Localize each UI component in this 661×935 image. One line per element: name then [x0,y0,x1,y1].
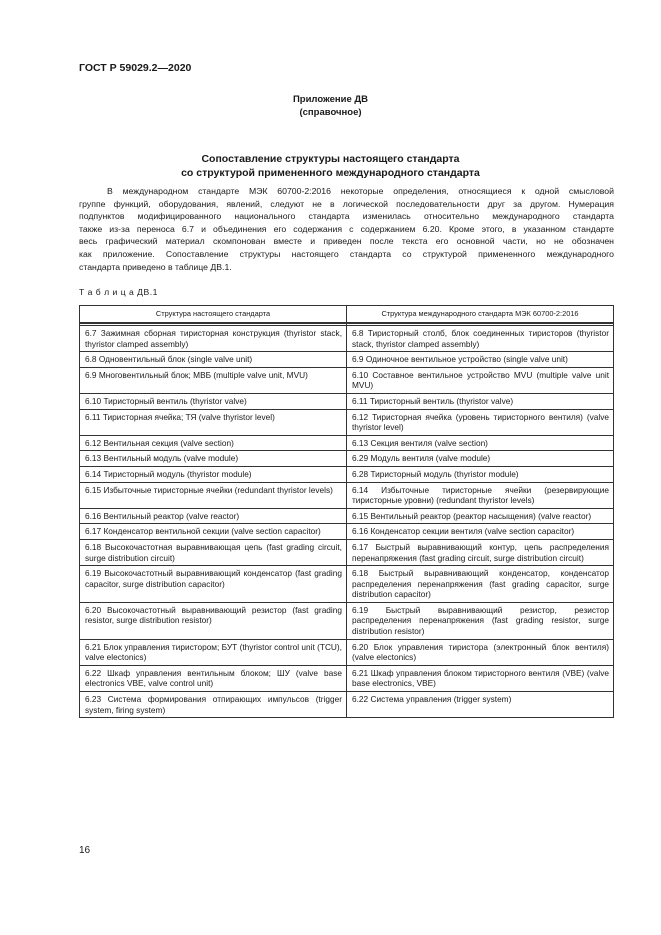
cell-international-clause: 6.21 Шкаф управления блоком тиристорного вентиля (VBE) (valve base electronics, VBE) [347,665,614,691]
cell-national-clause: 6.23 Система формирования отпирающих импульсов (trigger system, firing system) [80,692,347,718]
appendix-subtitle: (справочное) [299,107,362,118]
table-row [80,409,614,435]
cell-national-clause: 6.21 Блок управления тиристором; БУТ (thyristor control unit (TCU), valve electonics) [80,639,347,665]
document-header-id: ГОСТ Р 59029.2—2020 [79,62,192,74]
table-row [80,665,614,691]
cell-national-clause: 6.18 Высокочастотная выравнивающая цепь (fast grading circuit, surge distribution circuit) [80,539,347,565]
cell-national-clause: 6.19 Высокочастотный выравнивающий конденсатор (fast grading capacitor, surge distribution capacitor) [80,566,347,603]
table-row [80,539,614,565]
cell-international-clause: 6.18 Быстрый выравнивающий конденсатор, конденсатор распределения перенапряжения (fast grading capacitor, surge distribution capacitor) [347,566,614,603]
body-line: стандарта приведено в таблице ДВ.1. [79,261,232,272]
table-row [80,326,614,352]
table-row [80,482,614,508]
column-header-international: Структура международного стандарта МЭК 60700-2:2016 [347,306,614,324]
appendix-heading [0,93,661,119]
table-row [80,524,614,540]
cell-international-clause: 6.13 Секция вентиля (valve section) [347,435,614,451]
body-line: также из-за переноса 6.7 и объединения его содержания с содержанием 6.20. Кроме этого, в указанном стандарте [79,223,614,234]
cell-international-clause: 6.20 Блок управления тиристора (электронный блок вентиля) (valve electonics) [347,639,614,665]
cell-national-clause: 6.15 Избыточные тиристорные ячейки (redundant thyristor levels) [80,482,347,508]
section-title [0,153,661,180]
cell-international-clause: 6.28 Тиристорный модуль (thyristor module) [347,466,614,482]
cell-national-clause: 6.22 Шкаф управления вентильным блоком; ШУ (valve base electronics VBE, valve control unit) [80,665,347,691]
table-row [80,367,614,393]
section-title-line-1: Сопоставление структуры настоящего стандарта [201,153,460,165]
table-caption: Т а б л и ц а ДВ.1 [79,287,158,297]
table-header-row [80,306,614,324]
cell-national-clause: 6.10 Тиристорный вентиль (thyristor valve) [80,393,347,409]
body-line: В международном стандарте МЭК 60700-2:2016 некоторые определения, относящиеся к одной смысловой [107,186,614,196]
cell-international-clause: 6.22 Система управления (trigger system) [347,692,614,718]
table-row [80,566,614,603]
cell-national-clause: 6.20 Высокочастотный выравнивающий резистор (fast grading resistor, surge distribution resistor) [80,602,347,639]
cell-national-clause: 6.7 Зажимная сборная тиристорная конструкция (thyristor stack, thyristor clamped assembly) [80,326,347,352]
cell-international-clause: 6.12 Тиристорная ячейка (уровень тиристорного вентиля) (valve thyristor level) [347,409,614,435]
body-line: весь графический материал скомпонован вместе и приведен после текста его основной части, но не обозначен [79,236,614,247]
table-row [80,352,614,368]
table-row [80,692,614,718]
table-row [80,639,614,665]
table-row [80,435,614,451]
cell-international-clause: 6.16 Конденсатор секции вентиля (valve section capacitor) [347,524,614,540]
cell-national-clause: 6.12 Вентильная секция (valve section) [80,435,347,451]
cell-international-clause: 6.14 Избыточные тиристорные ячейки (резервирующие тиристорные уровни) (redundant thyristor levels) [347,482,614,508]
body-paragraph [79,185,614,273]
cell-national-clause: 6.13 Вентильный модуль (valve module) [80,451,347,467]
appendix-title: Приложение ДВ [292,94,369,105]
column-header-national: Структура настоящего стандарта [80,306,347,324]
cell-national-clause: 6.9 Многовентильный блок; МВБ (multiple valve unit, MVU) [80,367,347,393]
cell-national-clause: 6.14 Тиристорный модуль (thyristor module) [80,466,347,482]
cell-national-clause: 6.17 Конденсатор вентильной секции (valve section capacitor) [80,524,347,540]
page-number: 16 [79,845,91,856]
comparison-table [79,305,614,718]
cell-national-clause: 6.8 Одновентильный блок (single valve unit) [80,352,347,368]
table-row [80,602,614,639]
table-row [80,466,614,482]
cell-international-clause: 6.9 Одиночное вентильное устройство (single valve unit) [347,352,614,368]
cell-international-clause: 6.10 Составное вентильное устройство MVU (multiple valve unit MVU) [347,367,614,393]
body-line: как приложение. Сопоставление структуры настоящего стандарта со структурой примененного международного [79,248,614,259]
cell-international-clause: 6.19 Быстрый выравнивающий резистор, резистор распределения перенапряжения (fast grading resistor, surge distribution resistor) [347,602,614,639]
body-line: подпунктов модифицированного национального стандарта изменилась относительно международного стандарта [79,211,614,222]
cell-national-clause: 6.11 Тиристорная ячейка; ТЯ (valve thyristor level) [80,409,347,435]
cell-international-clause: 6.17 Быстрый выравнивающий контур, цепь распределения перенапряжения (fast grading circuit, surge distribution circuit) [347,539,614,565]
cell-national-clause: 6.16 Вентильный реактор (valve reactor) [80,508,347,524]
cell-international-clause: 6.11 Тиристорный вентиль (thyristor valve) [347,393,614,409]
cell-international-clause: 6.8 Тиристорный столб, блок соединенных тиристоров (thyristor stack, thyristor clamped assembly) [347,326,614,352]
cell-international-clause: 6.15 Вентильный реактор (реактор насыщения) (valve reactor) [347,508,614,524]
table-row [80,451,614,467]
cell-international-clause: 6.29 Модуль вентиля (valve module) [347,451,614,467]
table-row [80,393,614,409]
section-title-line-2: со структурой примененного международного стандарта [181,166,480,179]
body-line: группе функций, оборудования, явлений, следуют не в логической последовательности друг за другом. Нумерация [79,198,614,209]
table-row [80,508,614,524]
